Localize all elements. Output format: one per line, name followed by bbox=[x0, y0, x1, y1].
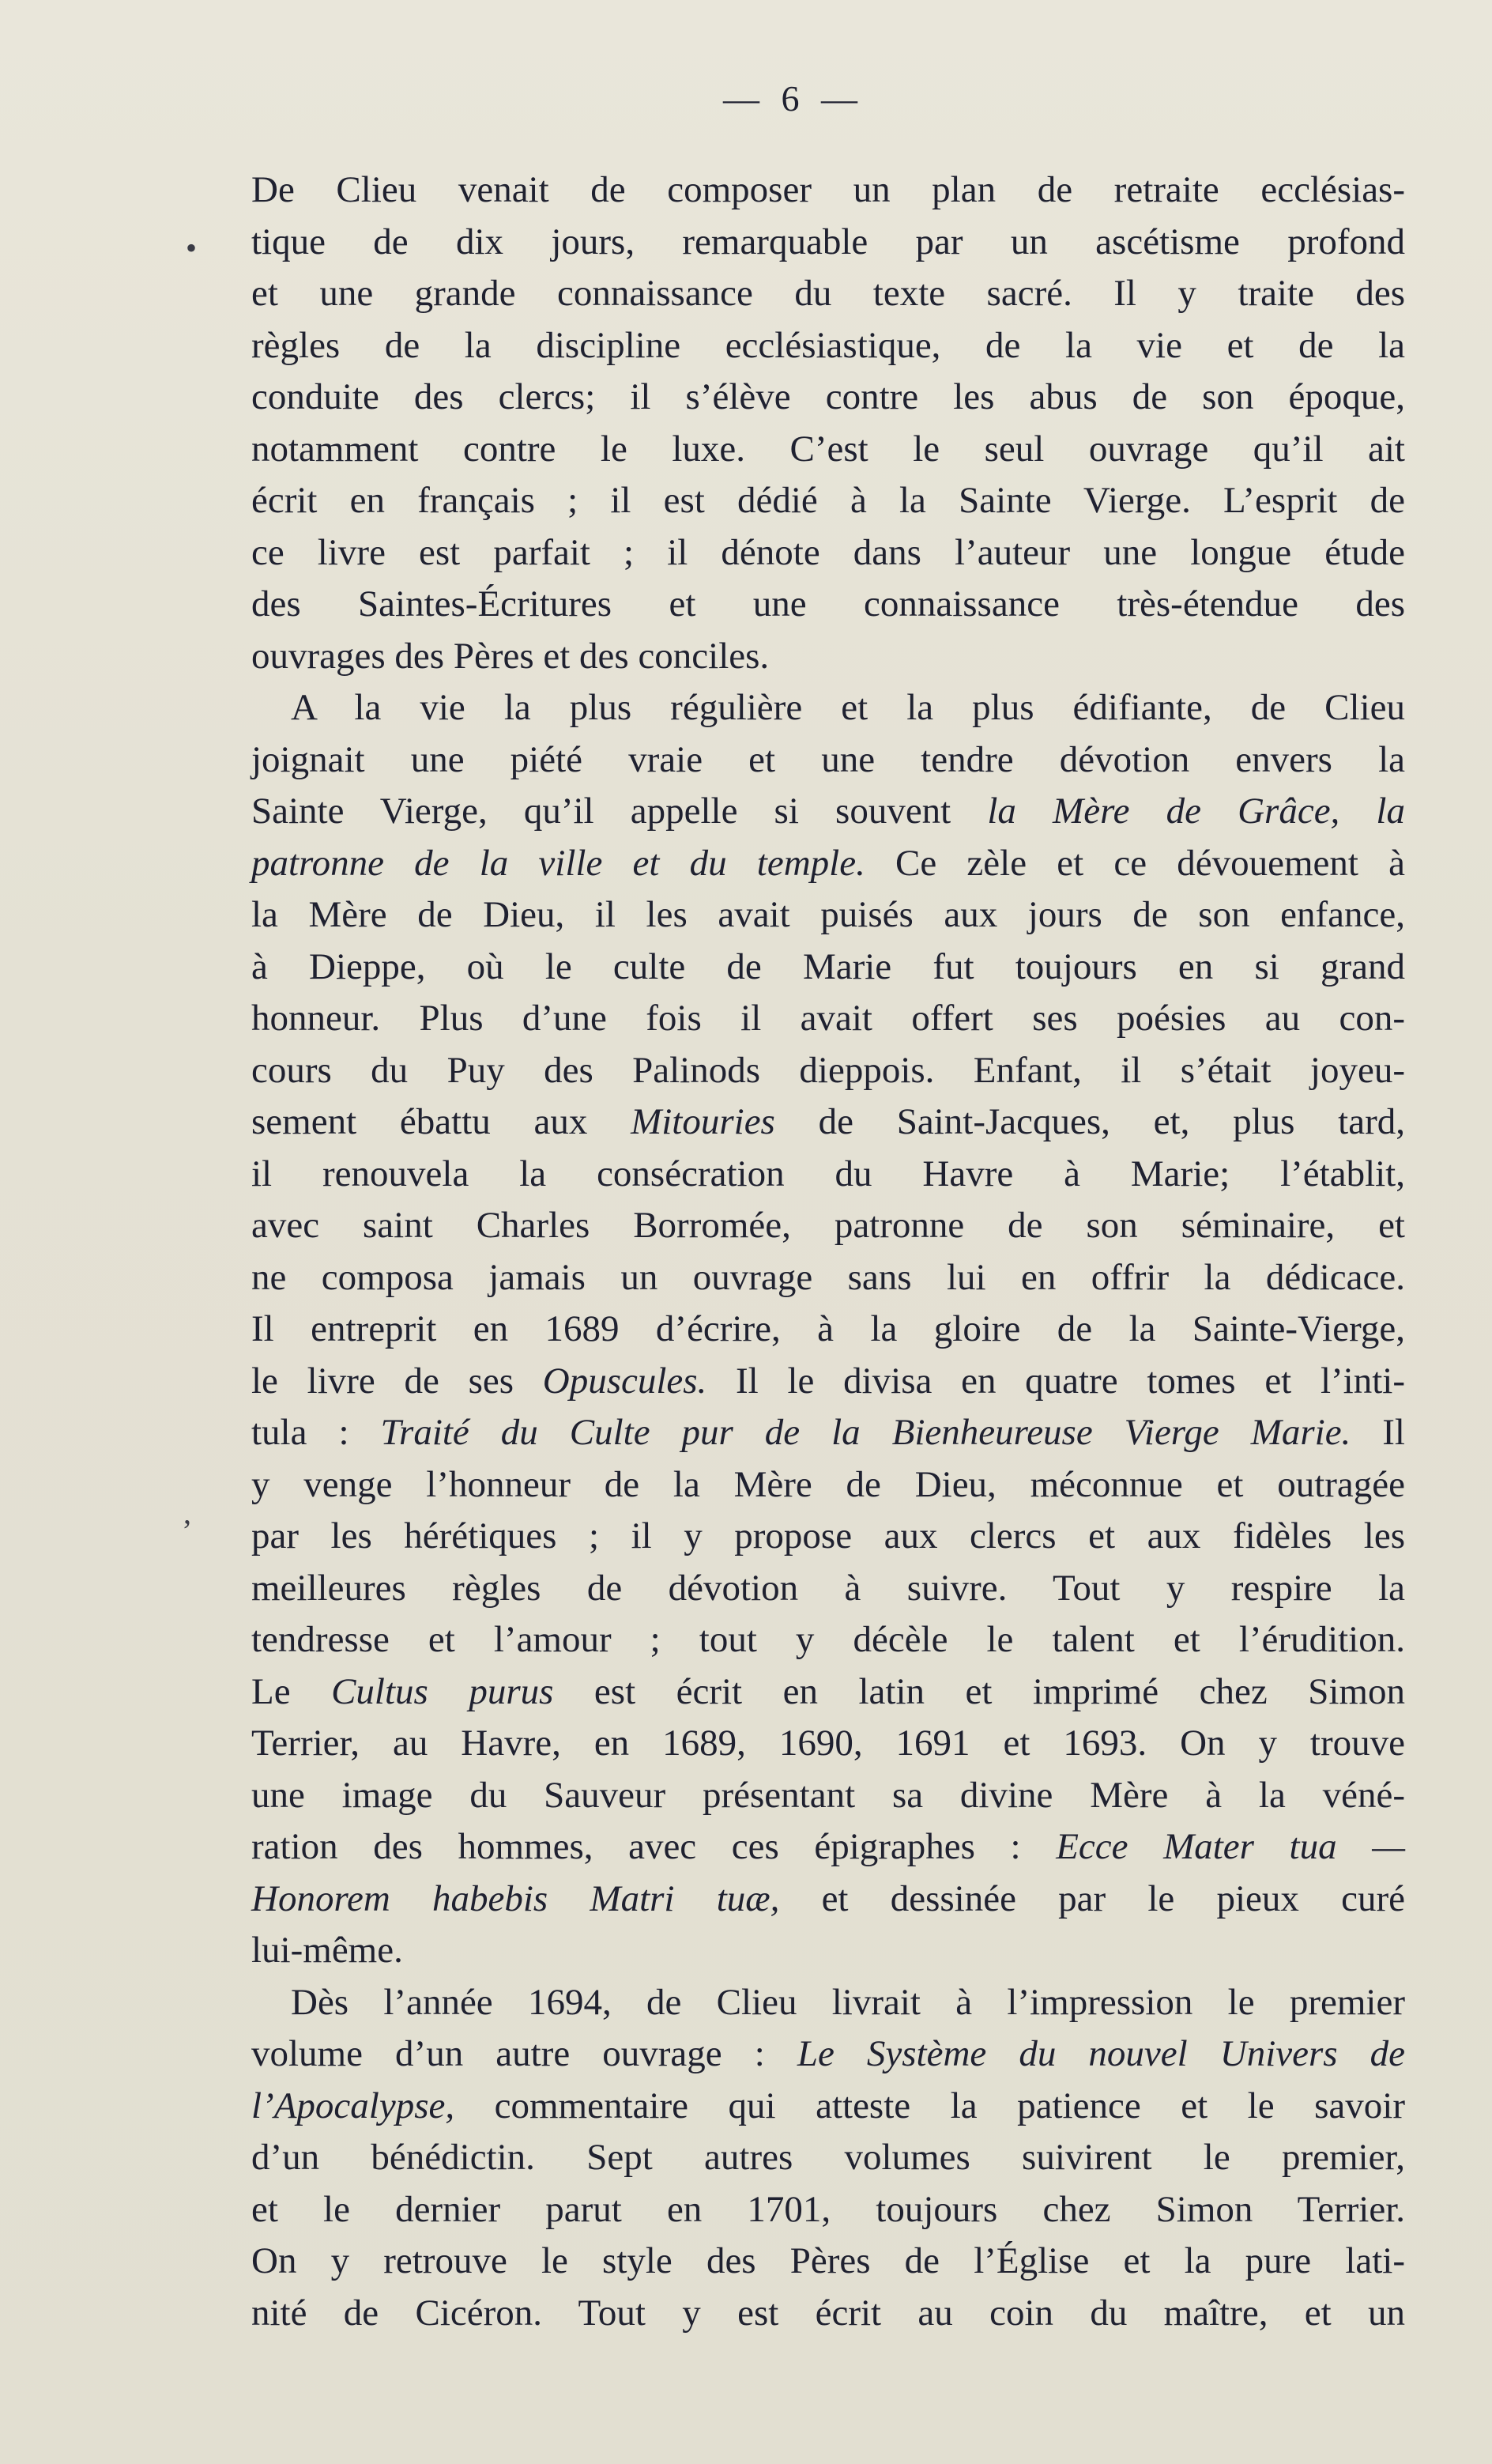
text-line bbox=[251, 2028, 1405, 2081]
text-line bbox=[251, 631, 1405, 683]
text-segment: commentaire qui atteste la patience et le savoir bbox=[454, 2085, 1405, 2126]
italic-text: patronne de la ville et du temple. bbox=[251, 842, 865, 884]
text-segment: Il bbox=[1351, 1412, 1405, 1453]
italic-text: Mitouries bbox=[631, 1101, 775, 1142]
text-line bbox=[251, 786, 1405, 838]
text-segment: tique de dix jours, remarquable par un ascétisme profond bbox=[251, 221, 1405, 262]
text-segment: y venge l’honneur de la Mère de Dieu, méconnue et outragée bbox=[251, 1463, 1405, 1505]
text-segment: sement ébattu aux bbox=[251, 1101, 631, 1142]
text-line bbox=[251, 527, 1405, 579]
text-segment: Ce zèle et ce dévouement à bbox=[865, 842, 1405, 884]
text-line bbox=[251, 1977, 1405, 2029]
text-line bbox=[251, 268, 1405, 320]
text-line bbox=[251, 941, 1405, 994]
text-line bbox=[251, 734, 1405, 787]
text-line bbox=[251, 1821, 1405, 1873]
text-segment: joignait une piété vraie et une tendre dévotion envers la bbox=[251, 738, 1405, 780]
text-segment: Le bbox=[251, 1670, 332, 1712]
text-segment: la Mère de Dieu, il les avait puisés aux jours de son enfance, bbox=[251, 894, 1405, 935]
text-segment: lui-même. bbox=[251, 1930, 403, 1971]
text-line bbox=[251, 164, 1405, 217]
text-segment: et une grande connaissance du texte sacré. Il y traite des bbox=[251, 273, 1405, 314]
italic-text: Honorem habebis Matri tuæ, bbox=[251, 1877, 780, 1919]
text-line bbox=[251, 682, 1405, 734]
text-line bbox=[251, 1200, 1405, 1252]
text-segment: conduite des clercs; il s’élève contre les abus de son époque, bbox=[251, 376, 1405, 417]
text-line bbox=[251, 372, 1405, 424]
text-segment: est écrit en latin et imprimé chez Simon bbox=[553, 1670, 1405, 1712]
text-line bbox=[251, 579, 1405, 631]
text-segment: une image du Sauveur présentant sa divine Mère à la véné- bbox=[251, 1774, 1405, 1816]
text-segment: il renouvela la consécration du Havre à Marie; l’établit, bbox=[251, 1153, 1405, 1194]
text-segment: notamment contre le luxe. C’est le seul ouvrage qu’il ait bbox=[251, 428, 1405, 470]
text-segment: Sainte Vierge, qu’il appelle si souvent bbox=[251, 791, 988, 832]
italic-text: la Mère de Grâce, la bbox=[987, 791, 1405, 832]
text-segment: Il le divisa en quatre tomes et l’inti- bbox=[706, 1360, 1405, 1402]
text-segment: Terrier, au Havre, en 1689, 1690, 1691 et 1693. On y trouve bbox=[251, 1723, 1405, 1764]
margin-comma-mark: , bbox=[183, 1495, 191, 1530]
body-text bbox=[251, 164, 1405, 2339]
text-segment: A la vie la plus régulière et la plus édifiante, de Clieu bbox=[291, 687, 1405, 728]
text-segment: cours du Puy des Palinods dieppois. Enfant, il s’était joyeu- bbox=[251, 1049, 1405, 1091]
text-line bbox=[251, 1459, 1405, 1511]
italic-text: Le Système du nouvel Univers de bbox=[797, 2033, 1405, 2074]
text-segment: tula : bbox=[251, 1412, 381, 1453]
text-segment: meilleures règles de dévotion à suivre. Tout y respire la bbox=[251, 1567, 1405, 1609]
text-segment: tendresse et l’amour ; tout y décèle le talent et l’érudition. bbox=[251, 1619, 1405, 1660]
text-line bbox=[251, 889, 1405, 941]
text-segment: avec saint Charles Borromée, patronne de son séminaire, et bbox=[251, 1205, 1405, 1246]
margin-dot-mark: • bbox=[186, 230, 198, 266]
text-segment: ce livre est parfait ; il dénote dans l’auteur une longue étude bbox=[251, 531, 1405, 573]
page-number: — 6 — bbox=[723, 78, 864, 119]
text-segment: ouvrages des Pères et des conciles. bbox=[251, 635, 770, 677]
italic-text: Ecce Mater tua — bbox=[1056, 1826, 1405, 1867]
text-segment: écrit en français ; il est dédié à la Sainte Vierge. L’esprit de bbox=[251, 480, 1405, 521]
text-line bbox=[251, 1666, 1405, 1719]
text-segment: par les hérétiques ; il y propose aux clercs et aux fidèles les bbox=[251, 1515, 1405, 1557]
text-segment: règles de la discipline ecclésiastique, de la vie et de la bbox=[251, 324, 1405, 366]
text-line bbox=[251, 1511, 1405, 1563]
text-line bbox=[251, 217, 1405, 269]
text-segment: de Saint-Jacques, et, plus tard, bbox=[774, 1101, 1405, 1142]
text-segment: On y retrouve le style des Pères de l’Église et la pure lati- bbox=[251, 2240, 1405, 2281]
text-line bbox=[251, 1563, 1405, 1615]
italic-text: Opuscules. bbox=[542, 1360, 707, 1402]
text-line bbox=[251, 2288, 1405, 2340]
text-line bbox=[251, 1252, 1405, 1304]
text-line bbox=[251, 424, 1405, 476]
text-line bbox=[251, 2081, 1405, 2133]
text-segment: Dès l’année 1694, de Clieu livrait à l’impression le premier bbox=[291, 1981, 1405, 2023]
text-line bbox=[251, 1149, 1405, 1201]
text-segment: ration des hommes, avec ces épigraphes : bbox=[251, 1826, 1057, 1867]
text-line bbox=[251, 1925, 1405, 1977]
text-segment: Il entreprit en 1689 d’écrire, à la gloire de la Sainte-Vierge, bbox=[251, 1308, 1405, 1349]
italic-text: Cultus purus bbox=[331, 1670, 554, 1712]
text-line bbox=[251, 475, 1405, 527]
text-line bbox=[251, 2236, 1405, 2288]
text-segment: et dessinée par le pieux curé bbox=[779, 1877, 1405, 1919]
text-segment: et le dernier parut en 1701, toujours chez Simon Terrier. bbox=[251, 2188, 1405, 2230]
text-segment: De Clieu venait de composer un plan de retraite ecclésias- bbox=[251, 169, 1405, 210]
text-line bbox=[251, 1718, 1405, 1770]
text-line bbox=[251, 1045, 1405, 1097]
text-line bbox=[251, 1873, 1405, 1926]
text-line bbox=[251, 1407, 1405, 1459]
text-line bbox=[251, 2132, 1405, 2184]
text-line bbox=[251, 1356, 1405, 1408]
text-segment: à Dieppe, où le culte de Marie fut toujours en si grand bbox=[251, 945, 1405, 987]
text-line bbox=[251, 1096, 1405, 1149]
text-line bbox=[251, 1304, 1405, 1356]
text-line bbox=[251, 320, 1405, 372]
italic-text: Traité du Culte pur de la Bienheureuse Vierge Marie. bbox=[380, 1412, 1351, 1453]
text-line bbox=[251, 1770, 1405, 1822]
text-segment: honneur. Plus d’une fois il avait offert ses poésies au con- bbox=[251, 998, 1405, 1039]
text-segment: d’un bénédictin. Sept autres volumes suivirent le premier, bbox=[251, 2137, 1405, 2178]
italic-text: l’Apocalypse, bbox=[251, 2085, 455, 2126]
text-line bbox=[251, 2184, 1405, 2236]
text-line bbox=[251, 993, 1405, 1045]
text-segment: nité de Cicéron. Tout y est écrit au coin du maître, et un bbox=[251, 2292, 1405, 2334]
text-segment: ne composa jamais un ouvrage sans lui en offrir la dédicace. bbox=[251, 1256, 1405, 1298]
text-segment: volume d’un autre ouvrage : bbox=[251, 2033, 797, 2074]
text-line bbox=[251, 838, 1405, 890]
text-line bbox=[251, 1614, 1405, 1666]
text-segment: le livre de ses bbox=[251, 1360, 543, 1402]
text-segment: des Saintes-Écritures et une connaissance très-étendue des bbox=[251, 583, 1405, 624]
